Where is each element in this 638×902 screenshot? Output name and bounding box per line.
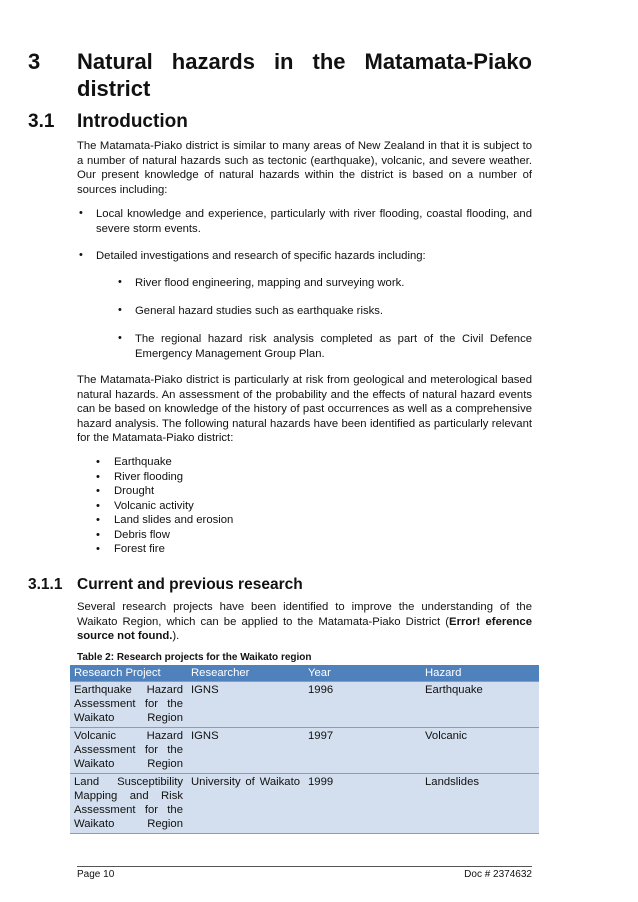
column-header: Researcher [187, 665, 304, 682]
cell-year: 1999 [304, 774, 421, 834]
research-paragraph-end: ). [172, 630, 180, 642]
cell-researcher: IGNS [187, 728, 304, 774]
hazard-list [96, 455, 233, 557]
list-item: • Debris flow [96, 528, 233, 543]
table-row [70, 774, 539, 834]
section-title-line2: district [77, 76, 151, 101]
section-title-line1: Natural hazards in the Matamata-Piako [77, 49, 532, 74]
bullet-dot: • [118, 332, 122, 344]
reference-error[interactable]: Error! eference source not found. [77, 615, 533, 642]
intro-title: Introduction [77, 111, 188, 132]
column-header: Year [304, 665, 421, 682]
bullet-dot: • [118, 276, 122, 288]
cell-year: 1997 [304, 728, 421, 774]
bullet-investigations: Detailed investigations and research of specific hazards including: [96, 250, 426, 262]
cell-project: Earthquake Hazard Assessment for the Waikato Region [70, 682, 187, 728]
intro-number: 3.1 [28, 111, 55, 132]
intro-paragraph-1: The Matamata-Piako district is similar to many areas of New Zealand in that it is subject to a number of natural hazards such as tectonic (earthquake), volcanic, and severe weather. Our present knowledge of natural hazards within the district is based on a number of sources including: [77, 140, 532, 196]
bullet-dot: • [79, 249, 83, 261]
cell-project: Volcanic Hazard Assessment for the Waikato Region [70, 728, 187, 774]
column-header: Hazard [421, 665, 539, 682]
list-item: • Drought [96, 484, 233, 499]
sub-bullet-studies: General hazard studies such as earthquake risks. [135, 305, 384, 317]
table-header-row [70, 665, 539, 682]
cell-hazard: Landslides [421, 774, 539, 834]
table-row [70, 682, 539, 728]
research-paragraph [77, 600, 532, 644]
sub-bullet-regional: The regional hazard risk analysis completed as part of the Civil Defence Emergency Management Group Plan. [135, 333, 532, 360]
cell-researcher: University of Waikato [187, 774, 304, 834]
cell-year: 1996 [304, 682, 421, 728]
cell-researcher: IGNS [187, 682, 304, 728]
bullet-local-knowledge: Local knowledge and experience, particularly with river flooding, coastal flooding, and severe storm events. [96, 208, 532, 235]
list-item: • Earthquake [96, 455, 233, 470]
research-paragraph-text: Several research projects have been identified to improve the understanding of the Waikato Region, which can be applied to the Matamata-Piako District ( [77, 601, 532, 628]
column-header: Research Project [70, 665, 187, 682]
table-row [70, 728, 539, 774]
footer-divider [77, 866, 532, 867]
section-number: 3 [28, 49, 41, 74]
intro-paragraph-2: The Matamata-Piako district is particularly at risk from geological and meterological based natural hazards. An assessment of the probability and the effects of natural hazard events can be based on knowledge of the history of past occurrences as well as a comprehensive hazard analysis. The following natural hazards have been identified as particularly relevant for the Matamata-Piako district: [77, 374, 532, 444]
page-number: Page 10 [77, 869, 115, 880]
research-table [70, 665, 539, 834]
research-title: Current and previous research [77, 576, 303, 593]
bullet-dot: • [118, 304, 122, 316]
table-caption: Table 2: Research projects for the Waikato region [77, 652, 312, 663]
list-item: • Forest fire [96, 542, 233, 557]
bullet-dot: • [79, 207, 83, 219]
cell-project: Land Susceptibility Mapping and Risk Assessment for the Waikato Region [70, 774, 187, 834]
list-item: • Volcanic activity [96, 499, 233, 514]
doc-number: Doc # 2374632 [464, 869, 532, 880]
list-item: • River flooding [96, 470, 233, 485]
cell-hazard: Volcanic [421, 728, 539, 774]
cell-hazard: Earthquake [421, 682, 539, 728]
sub-bullet-flood: River flood engineering, mapping and surveying work. [135, 277, 405, 289]
list-item: • Land slides and erosion [96, 513, 233, 528]
research-number: 3.1.1 [28, 576, 63, 593]
